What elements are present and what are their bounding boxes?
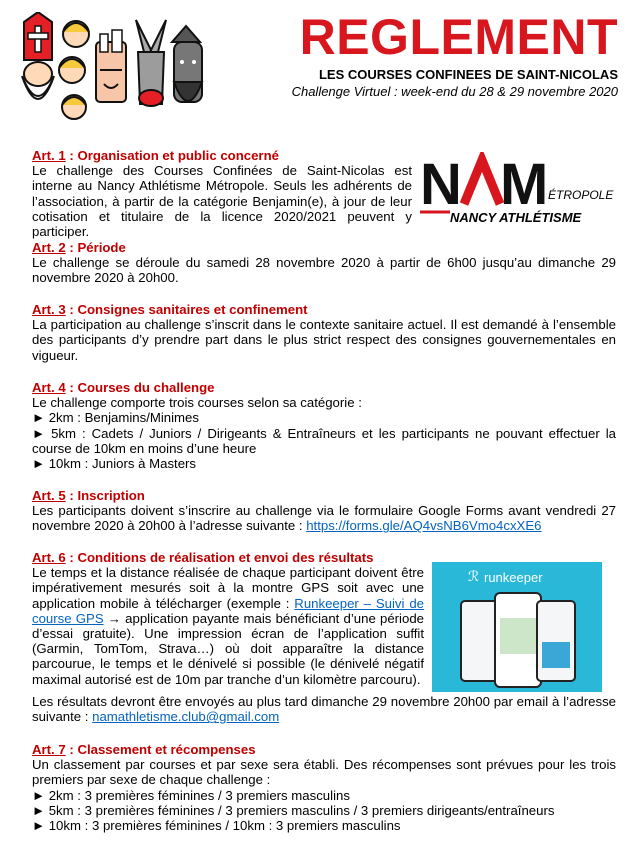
article-body: Les résultats devront être envoyés au plus tard dimanche 29 novembre 20h00 par email à l’adresse suivante : namathletisme.club@gmail.com xyxy=(32,694,616,725)
article-6 xyxy=(32,550,424,687)
article-2 xyxy=(32,240,616,286)
article-3 xyxy=(32,302,616,363)
article-heading: Art. 6 : Conditions de réalisation et envoi des résultats xyxy=(32,550,374,565)
article-heading: Art. 2 : Période xyxy=(32,240,126,255)
list-item: ► 2km : Benjamins/Minimes xyxy=(32,410,199,426)
article-7 xyxy=(32,742,616,833)
article-6-results xyxy=(32,694,616,724)
google-forms-link[interactable]: https://forms.gle/AQ4vsNB6Vmo4cxXE6 xyxy=(306,518,542,534)
page-subtitle: LES COURSES CONFINEES DE SAINT-NICOLAS xyxy=(318,67,618,82)
saint-nicolas-characters-icon xyxy=(16,12,216,122)
article-heading: Art. 5 : Inscription xyxy=(32,488,145,503)
logo-etropole: ÉTROPOLE xyxy=(548,188,614,202)
runkeeper-logo-icon: ℛ xyxy=(468,568,480,584)
nam-logo xyxy=(420,152,620,232)
list-item: ► 10km : Juniors à Masters xyxy=(32,456,197,472)
article-5 xyxy=(32,488,616,534)
article-4 xyxy=(32,380,616,471)
article-body: Le temps et la distance réalisée de chaque participant doivent être impérativement mesurés soit à la montre GPS soit avec une application mobile à télécharger (exemple : Runkeeper – Suivi de course GPS → application payante mais bénéficiant d’une période d’essai gratuite). Une impression écran de l’application suffit (Garmin, TomTom, Strava…) où doit apparaître la distance parcourue, le temps et le dénivelé si possible (le dénivelé négatif maximal autorisé est de 10m par tranche d’un kilomètre parcouru). xyxy=(32,565,424,687)
article-1 xyxy=(32,148,412,239)
article-body: Le challenge comporte trois courses selon sa catégorie : xyxy=(32,395,362,411)
phone-stats-icon xyxy=(536,600,576,682)
article-body: Les participants doivent s’inscrire au challenge via le formulaire Google Forms avant vendredi 27 novembre 2020 à 20h00 à l’adresse suivante : https://forms.gle/AQ4vsNB6Vmo4cxXE6 xyxy=(32,503,616,534)
email-link[interactable]: namathletisme.club@gmail.com xyxy=(92,709,280,725)
article-body: Le challenge des Courses Confinées de Saint-Nicolas est interne au Nancy Athlétisme Métropole. Seuls les adhérents de l’association, à partir de la catégorie Benjamin(e), à jour de leur cotisation et titulaire de la licence 2020/2021 peuvent y participer. xyxy=(32,163,412,240)
runkeeper-image xyxy=(432,562,602,692)
svg-text:N: N xyxy=(420,152,458,217)
article-heading: Art. 3 : Consignes sanitaires et confinement xyxy=(32,302,308,317)
article-heading: Art. 1 : Organisation et public concerné xyxy=(32,148,279,163)
article-heading: Art. 4 : Courses du challenge xyxy=(32,380,215,395)
svg-text:M: M xyxy=(500,152,549,217)
runkeeper-brand: runkeeper xyxy=(484,570,543,585)
list-item: ► 10km : 3 premières féminines / 10km : 3 premiers masculins xyxy=(32,818,401,834)
page-title: REGLEMENT xyxy=(299,9,618,65)
article-body: La participation au challenge s’inscrit dans le contexte sanitaire actuel. Il est demandé à l’ensemble des participants d’y prendre part dans le plus strict respect des consignes gouvernementales en vigueur. xyxy=(32,317,616,363)
list-item: ► 5km : 3 premières féminines / 3 premiers masculins / 3 premiers dirigeants/entraîneurs xyxy=(32,802,555,818)
phone-map-icon xyxy=(494,592,542,688)
article-body: Le challenge se déroule du samedi 28 novembre 2020 à partir de 6h00 jusqu’au dimanche 29 novembre 2020 à 20h00. xyxy=(32,255,616,286)
challenge-dates: Challenge Virtuel : week-end du 28 & 29 novembre 2020 xyxy=(291,84,618,99)
list-item: ► 5km : Cadets / Juniors / Dirigeants & Entraîneurs et les participants ne pouvant effectuer la course de 10km en moins d’une heure xyxy=(32,425,616,456)
article-heading: Art. 7 : Classement et récompenses xyxy=(32,742,256,757)
article-body: Un classement par courses et par sexe sera établi. Des récompenses sont prévues pour les trois premiers par sexe de chaque challenge : xyxy=(32,757,616,788)
runkeeper-link[interactable]: Runkeeper – Suivi de course GPS xyxy=(32,595,424,626)
logo-tagline: NANCY ATHLÉTISME xyxy=(450,210,582,225)
list-item: ► 2km : 3 premières féminines / 3 premiers masculins xyxy=(32,787,350,803)
